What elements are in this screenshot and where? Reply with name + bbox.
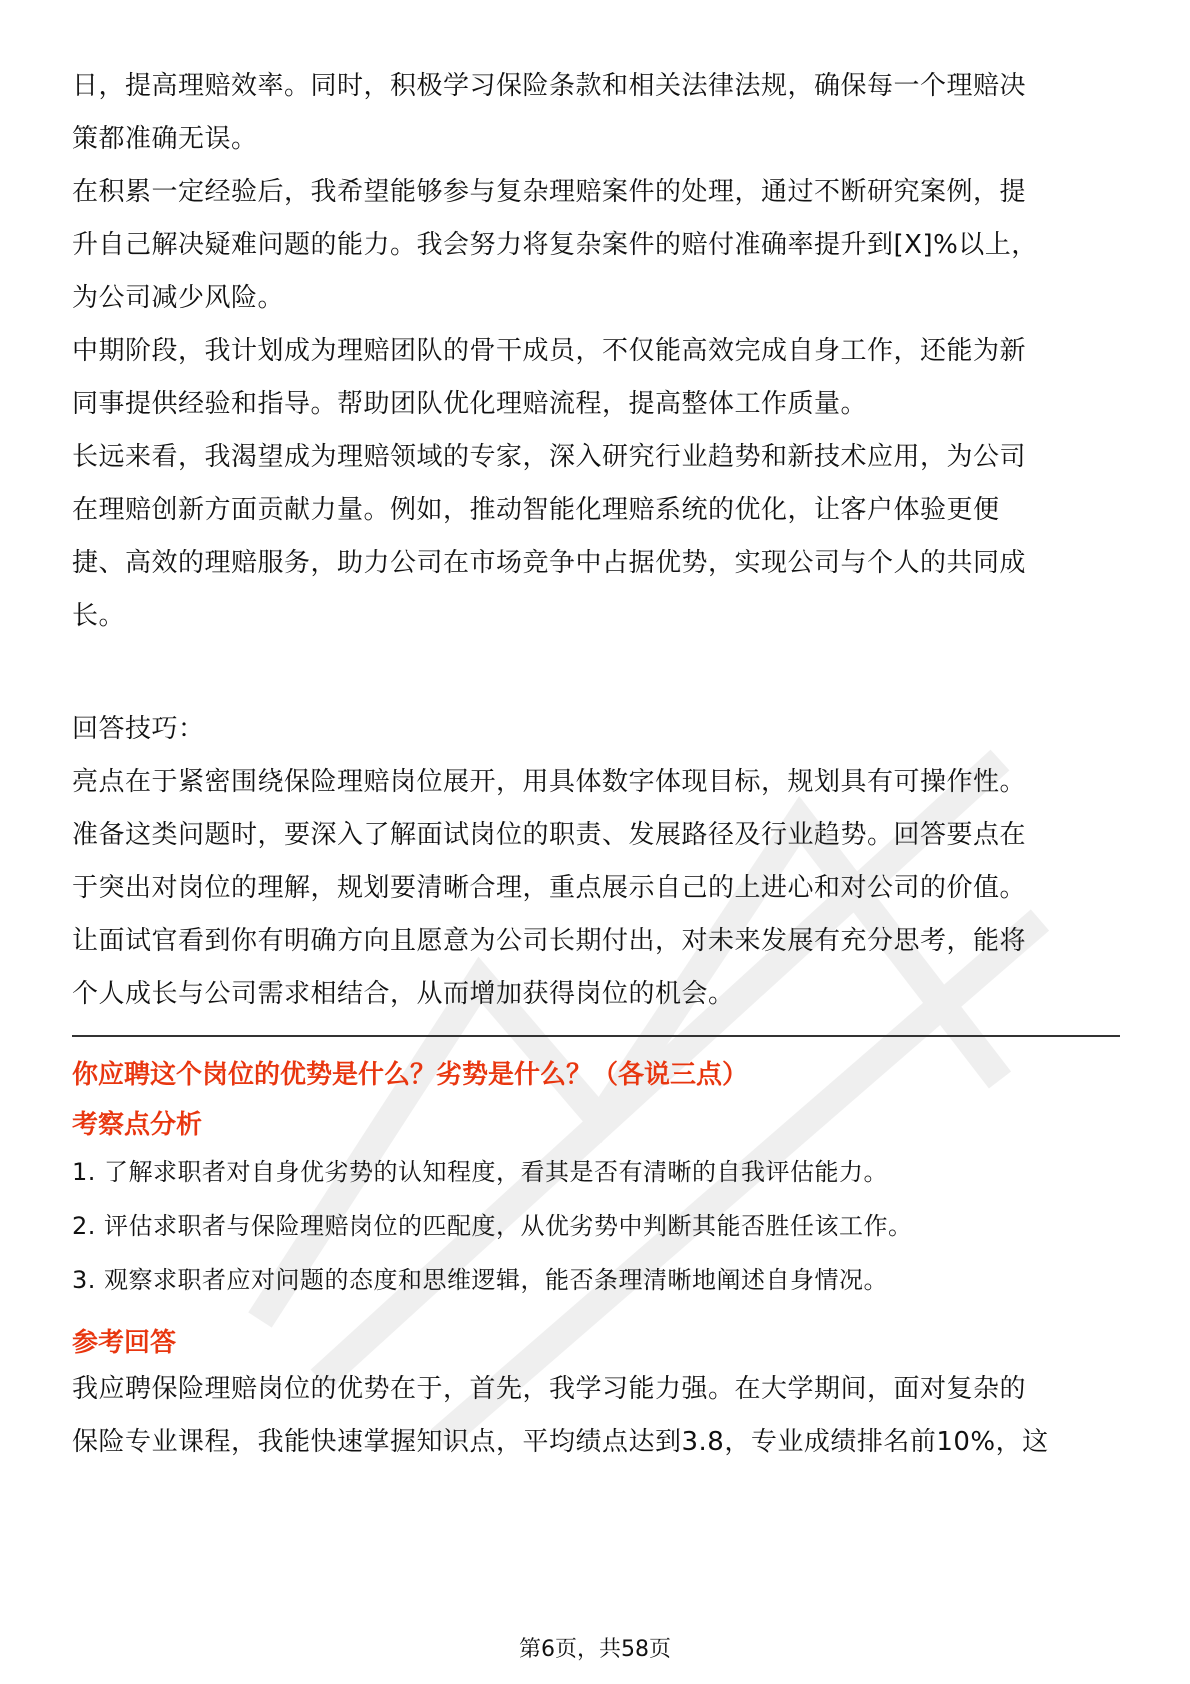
tips-line: 于突出对岗位的理解，规划要清晰合理，重点展示自己的上进心和对公司的价值。	[72, 873, 1027, 903]
body-line: 在积累一定经验后，我希望能够参与复杂理赔案件的处理，通过不断研究案例，提	[72, 177, 1027, 207]
analysis-item: 3. 观察求职者应对问题的态度和思维逻辑，能否条理清晰地阐述自身情况。	[72, 1266, 889, 1294]
tips-line: 让面试官看到你有明确方向且愿意为公司长期付出，对未来发展有充分思考，能将	[72, 926, 1027, 956]
analysis-heading: 考察点分析	[72, 1110, 203, 1140]
answer-line: 保险专业课程，我能快速掌握知识点，平均绩点达到3.8，专业成绩排名前10%，这	[72, 1427, 1049, 1457]
body-line: 策都准确无误。	[72, 124, 258, 154]
section-divider	[72, 1035, 1120, 1037]
body-line: 同事提供经验和指导。帮助团队优化理赔流程，提高整体工作质量。	[72, 389, 868, 419]
document-page	[72, 60, 1120, 1469]
body-line: 日，提高理赔效率。同时，积极学习保险条款和相关法律法规，确保每一个理赔决	[72, 71, 1027, 101]
body-line: 升自己解决疑难问题的能力。我会努力将复杂案件的赔付准确率提升到[X]%以上，	[72, 230, 1038, 260]
page-number: 第6页，共58页	[519, 1637, 671, 1662]
body-line: 捷、高效的理赔服务，助力公司在市场竞争中占据优势，实现公司与个人的共同成	[72, 548, 1027, 578]
tips-line: 个人成长与公司需求相结合，从而增加获得岗位的机会。	[72, 979, 735, 1009]
tips-line: 亮点在于紧密围绕保险理赔岗位展开，用具体数字体现目标，规划具有可操作性。	[72, 767, 1027, 797]
body-line: 在理赔创新方面贡献力量。例如，推动智能化理赔系统的优化，让客户体验更便	[72, 495, 1000, 525]
tips-title: 回答技巧：	[72, 714, 205, 744]
section-spacer	[72, 643, 1120, 703]
analysis-item: 1. 了解求职者对自身优劣势的认知程度，看其是否有清晰的自我评估能力。	[72, 1158, 889, 1186]
tips-line: 准备这类问题时，要深入了解面试岗位的职责、发展路径及行业趋势。回答要点在	[72, 820, 1027, 850]
body-line: 长。	[72, 601, 126, 631]
analysis-item: 2. 评估求职者与保险理赔岗位的匹配度，从优劣势中判断其能否胜任该工作。	[72, 1212, 913, 1240]
answer-line: 我应聘保险理赔岗位的优势在于，首先，我学习能力强。在大学期间，面对复杂的	[72, 1374, 1027, 1404]
body-line: 长远来看，我渴望成为理赔领域的专家，深入研究行业趋势和新技术应用，为公司	[72, 442, 1027, 472]
body-line: 中期阶段，我计划成为理赔团队的骨干成员，不仅能高效完成自身工作，还能为新	[72, 336, 1027, 366]
body-line: 为公司减少风险。	[72, 283, 285, 313]
question-title: 你应聘这个岗位的优势是什么？劣势是什么？（各说三点）	[72, 1060, 749, 1090]
answer-heading: 参考回答	[72, 1328, 177, 1358]
